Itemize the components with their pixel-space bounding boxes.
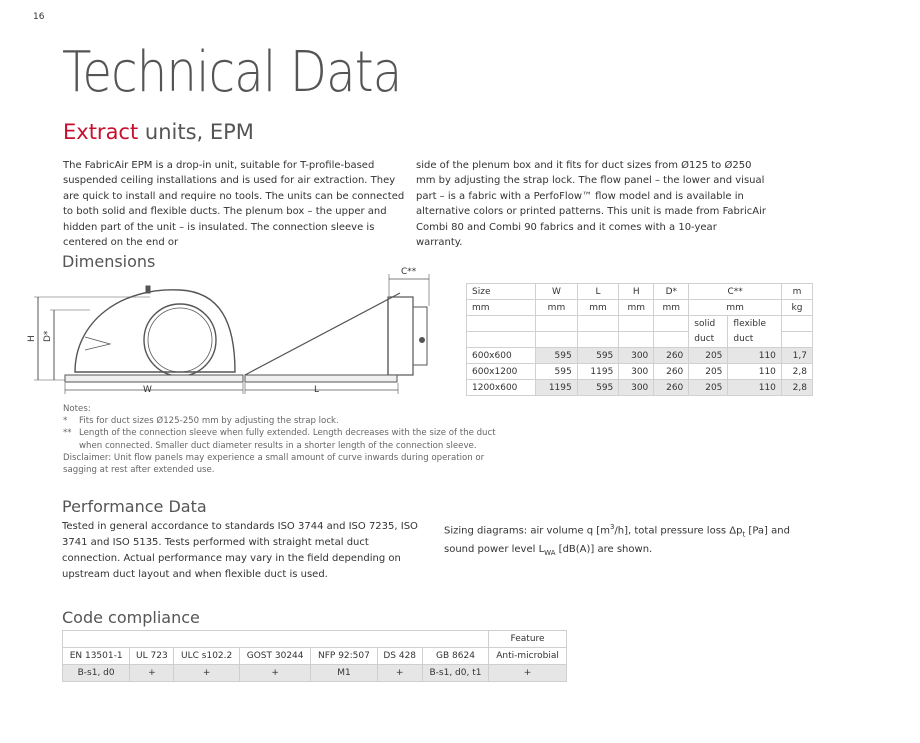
values-row: B-s1, d0 + + + M1 + B-s1, d0, t1 +: [63, 665, 567, 682]
unit-size: mm: [467, 300, 536, 316]
subheader-duct-solid: duct: [689, 332, 728, 348]
col-header-c: C**: [689, 284, 782, 300]
side-profile-slope: [245, 293, 400, 375]
unit-m: kg: [781, 300, 812, 316]
h-label: H: [27, 335, 37, 342]
unit-h: mm: [619, 300, 654, 316]
note-1: * Fits for duct sizes Ø125-250 mm by adjusting the strap lock.: [63, 416, 339, 427]
notes-block: [63, 403, 513, 476]
subtitle-rest: units, EPM: [138, 120, 254, 144]
flow-panel: [65, 375, 243, 382]
sizing-diagrams-text: Sizing diagrams: air volume q $[m^3/h]$, total pressure loss $\Delta p_t$ [Pa] and sound power level $L_{WA}$ [dB(A)] are shown.: [444, 523, 790, 558]
dimensions-heading: Dimensions: [62, 252, 156, 271]
col-header-d: D*: [654, 284, 689, 300]
c-label: C**: [401, 267, 417, 277]
unit-l: mm: [577, 300, 619, 316]
col-header-h: H: [619, 284, 654, 300]
table-row: 1200x600 1195 595 300 260 205 110 2,8: [467, 380, 813, 396]
col-header-size: Size: [467, 284, 536, 300]
subheader-duct-flexible: duct: [728, 332, 781, 348]
subheader-solid: solid: [689, 316, 728, 332]
col-header-w: W: [536, 284, 578, 300]
strap-lock: [146, 286, 150, 293]
w-label: W: [143, 385, 152, 395]
unit-d: mm: [654, 300, 689, 316]
unit-w: mm: [536, 300, 578, 316]
page-number: 16: [33, 12, 45, 22]
subheader-flexible: flexible: [728, 316, 781, 332]
dimensions-table: [466, 283, 813, 396]
code-compliance-table: [62, 630, 567, 682]
d-label: D*: [43, 330, 53, 342]
connection-sleeve-circle: [144, 304, 216, 376]
col-header-l: L: [577, 284, 619, 300]
feature-header: Feature: [489, 631, 567, 648]
disclaimer: Disclaimer: Unit flow panels may experience a small amount of curve inwards during operation or sagging at rest after extended use.: [63, 452, 485, 476]
note-2: ** Length of the connection sleeve when fully extended. Length decreases with the size of the duct when connected. Smaller duct diameter results in a shorter length of the connection sleeve.: [63, 428, 496, 451]
performance-heading: Performance Data: [62, 497, 207, 516]
dimensions-diagram: [27, 262, 450, 402]
unit-c: mm: [689, 300, 782, 316]
performance-text: Tested in general accordance to standards ISO 3744 and ISO 7235, ISO 3741 and ISO 5135. Tests performed with straight metal duct connection. Actual performance may vary in the field depending on upstream duct layout and when flexible duct is used.: [62, 521, 418, 580]
code-compliance-heading: Code compliance: [62, 608, 200, 627]
connection-sleeve-side: [388, 297, 413, 375]
standards-row: EN 13501-1 UL 723 ULC s102.2 GOST 30244 NFP 92:507 DS 428 GB 8624 Anti-microbial: [63, 648, 567, 665]
l-label: L: [314, 385, 320, 395]
intro-column-1: The FabricAir EPM is a drop-in unit, suitable for T-profile-based suspended ceiling installations and is used for air extraction. They are quick to install and require no tools. The units can be connected to both solid and flexible ducts. The plenum box – the upper and hidden part of the unit – is insulated. The connection sleeve is centered on the end or: [63, 160, 405, 249]
table-row: 600x600 595 595 300 260 205 110 1,7: [467, 348, 813, 364]
table-row: 600x1200 595 1195 300 260 205 110 2,8: [467, 364, 813, 380]
col-header-m: m: [781, 284, 812, 300]
intro-column-2: side of the plenum box and it fits for duct sizes from Ø125 to Ø250 mm by adjusting the strap lock. The flow panel – the lower and visual part – is a fabric with a PerfoFlow™ flow model and is available in alternative colors or printed patterns. This unit is made from FabricAir Combi 80 and Combi 90 fabrics and it comes with a 10-year warranty.: [416, 160, 766, 249]
subtitle-accent: Extract: [63, 120, 139, 144]
page-title: Technical Data: [62, 40, 402, 105]
section-subtitle: [63, 120, 254, 144]
notes-label: Notes:: [63, 404, 91, 414]
